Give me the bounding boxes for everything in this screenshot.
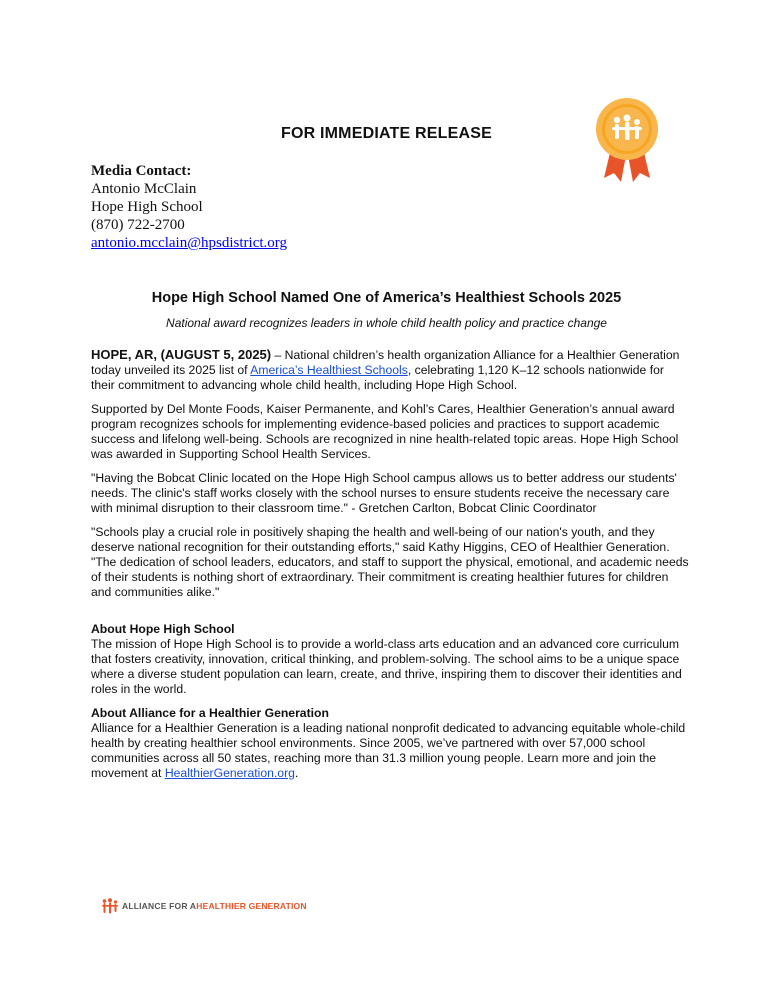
release-title: FOR IMMEDIATE RELEASE — [280, 125, 493, 142]
about-alliance-section — [91, 706, 691, 781]
about-school-heading: About Hope High School — [91, 622, 235, 636]
logo-text-healthier: HEALTHIER GENERATION — [196, 901, 307, 911]
contact-email-link[interactable]: antonio.mcclain@hpsdistrict.org — [91, 235, 288, 251]
about-alliance-heading: About Alliance for a Healthier Generation — [91, 706, 329, 720]
alliance-logo — [101, 898, 307, 914]
award-ribbon-icon — [594, 96, 660, 186]
paragraph-ceo-quote: "Schools play a crucial role in positively shaping the health and well-being of our nation's youth, and they deserve national recognition for their outstanding efforts," said Kathy Higgins, CEO of Healthier Generation. "The dedication of school leaders, educators, and staff to support the physical, emotional, and academic needs of their students is nothing short of extraordinary. Their commitment is creating healthier futures for children and communities alike." — [91, 525, 689, 599]
paragraph-sponsors: Supported by Del Monte Foods, Kaiser Permanente, and Kohl’s Cares, Healthier Generation’s annual award program recognizes schools for implementing evidence-based policies and practices to support academic success and lifelong well-being. Schools are recognized in nine health-related topic areas. Hope High School was awarded in Supporting School Health Services. — [91, 402, 679, 461]
healthier-generation-link[interactable]: HealthierGeneration.org — [164, 766, 295, 780]
contact-name: Antonio McClain — [91, 181, 197, 197]
logo-text-alliance: ALLIANCE FOR A — [122, 901, 197, 911]
about-school-section — [91, 622, 691, 697]
dateline: HOPE, AR, (AUGUST 5, 2025) — [91, 347, 272, 362]
about-school-text: The mission of Hope High School is to provide a world-class arts education and an advanced core curriculum that fosters creativity, innovation, critical thinking, and problem-solving. The school aims to be a unique space where a diverse student population can learn, create, and thrive, inspiring them to discover their identities and roles in the world. — [91, 637, 682, 696]
about-alliance-text-a: Alliance for a Healthier Generation is a leading national nonprofit dedicated to advancing equitable whole-child health by creating healthier school environments. Since 2005, we’ve partnered with over 57,000 school communities across all 50 states, reaching more than 31.3 million young people. Learn more and join the movement at — [91, 721, 686, 780]
media-contact — [91, 162, 287, 252]
contact-label: Media Contact: — [91, 163, 192, 179]
intro-text-b: , celebrating 1,120 K–12 schools nationwide for their commitment to advancing whole child health, including Hope High School. — [91, 363, 664, 392]
article-subheadline: National award recognizes leaders in whole child health policy and practice change — [166, 316, 607, 330]
contact-organization: Hope High School — [91, 199, 203, 215]
about-alliance-text-b: . — [294, 766, 299, 780]
contact-phone: (870) 722-2700 — [91, 217, 185, 233]
americas-healthiest-schools-link[interactable]: America’s Healthiest Schools — [250, 363, 408, 377]
paragraph-clinic-quote: "Having the Bobcat Clinic located on the Hope High School campus allows us to better address our students' needs. The clinic's staff works closely with the school nurses to ensure students receive the necessary care with minimal disruption to their classroom time." - Gretchen Carlton, Bobcat Clinic Coordinator — [91, 471, 677, 515]
intro-text-a: – National children’s health organization Alliance for a Healthier Generation today unveiled its 2025 list of — [91, 348, 680, 377]
paragraph-intro — [91, 347, 691, 393]
article-body — [91, 347, 691, 790]
article-headline: Hope High School Named One of America’s Healthiest Schools 2025 — [151, 290, 622, 306]
alliance-figures-icon — [101, 898, 119, 914]
